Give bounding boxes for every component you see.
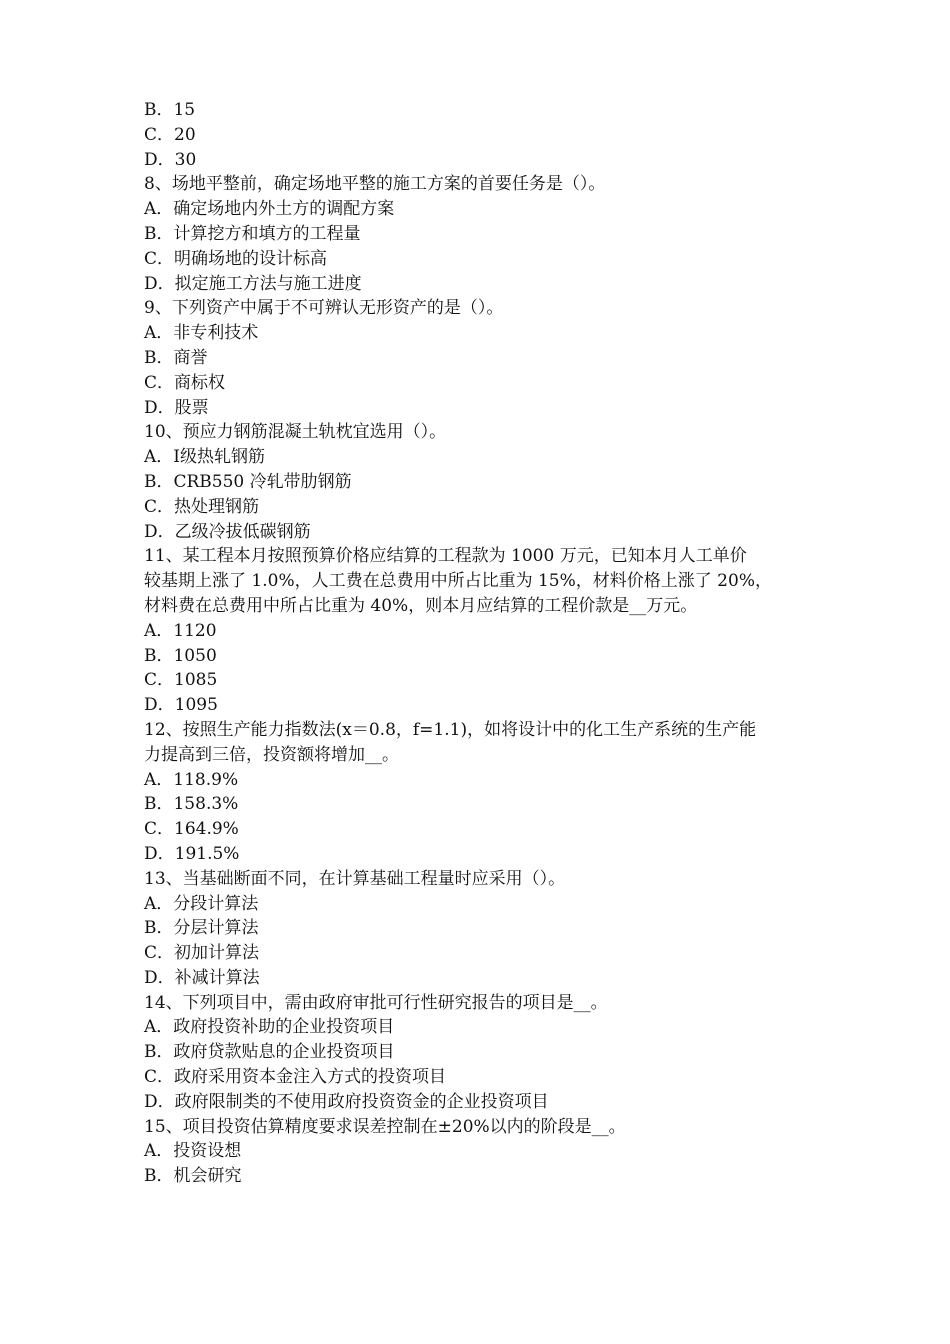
- option-b: B．CRB550 冷轧带肋钢筋: [144, 471, 352, 492]
- option-b: B．计算挖方和填方的工程量: [144, 223, 361, 244]
- option-d: D．补减计算法: [144, 967, 260, 988]
- option-b: B．机会研究: [144, 1166, 242, 1187]
- option-d: D．拟定施工方法与施工进度: [144, 273, 362, 294]
- option-c: C．1085: [144, 670, 218, 691]
- option-d: D．1095: [144, 695, 218, 716]
- question-10: 10、预应力钢筋混凝土轨枕宜选用（）。: [144, 422, 447, 443]
- option-a: A．Ⅰ级热轧钢筋: [144, 447, 265, 468]
- document-page: [144, 98, 814, 1189]
- option-c: C．20: [144, 124, 196, 145]
- option-a: A．确定场地内外土方的调配方案: [144, 199, 395, 220]
- option-d: D．乙级冷拔低碳钢筋: [144, 521, 311, 542]
- option-c: C．政府采用资本金注入方式的投资项目: [144, 1067, 447, 1088]
- option-d: D．股票: [144, 397, 209, 418]
- option-c: C．热处理钢筋: [144, 496, 260, 517]
- option-b: B．分层计算法: [144, 918, 259, 939]
- question-12-line-2: 力提高到三倍，投资额将增加__。: [144, 744, 399, 765]
- option-a: A．非专利技术: [144, 323, 259, 344]
- option-a: A．政府投资补助的企业投资项目: [144, 1017, 395, 1038]
- question-8: 8、场地平整前，确定场地平整的施工方案的首要任务是（）。: [144, 174, 606, 195]
- option-c: C．初加计算法: [144, 943, 260, 964]
- option-d: D．政府限制类的不使用政府投资资金的企业投资项目: [144, 1091, 549, 1112]
- option-a: A．分段计算法: [144, 893, 259, 914]
- question-15: 15、项目投资估算精度要求误差控制在±20%以内的阶段是__。: [144, 1116, 626, 1137]
- option-c: C．明确场地的设计标高: [144, 248, 328, 269]
- question-9: 9、下列资产中属于不可辨认无形资产的是（）。: [144, 298, 504, 319]
- option-d: D．30: [144, 149, 197, 170]
- option-a: A．1120: [144, 620, 217, 641]
- option-c: C．商标权: [144, 372, 226, 393]
- option-c: C．164.9%: [144, 819, 239, 840]
- option-b: B．15: [144, 100, 196, 120]
- question-14: 14、下列项目中，需由政府审批可行性研究报告的项目是__。: [144, 992, 608, 1013]
- question-13: 13、当基础断面不同，在计算基础工程量时应采用（）。: [144, 868, 566, 889]
- option-b: B．政府贷款贴息的企业投资项目: [144, 1042, 395, 1063]
- option-a: A．118.9%: [144, 769, 239, 790]
- question-11-line-1: 11、某工程本月按照预算价格应结算的工程款为 1000 万元，已知本月人工单价: [144, 546, 747, 567]
- question-12-line-1: 12、按照生产能力指数法(x＝0.8，f=1.1)，如将设计中的化工生产系统的生产能: [144, 719, 757, 740]
- option-a: A．投资设想: [144, 1141, 242, 1162]
- question-11-line-2: 较基期上涨了 1.0%，人工费在总费用中所占比重为 15%，材料价格上涨了 20%，: [144, 571, 772, 592]
- option-d: D．191.5%: [144, 843, 240, 864]
- option-b: B．商誉: [144, 347, 208, 368]
- option-b: B．1050: [144, 645, 217, 666]
- question-11-line-3: 材料费在总费用中所占比重为 40%，则本月应结算的工程价款是__万元。: [144, 595, 698, 616]
- option-b: B．158.3%: [144, 794, 239, 815]
